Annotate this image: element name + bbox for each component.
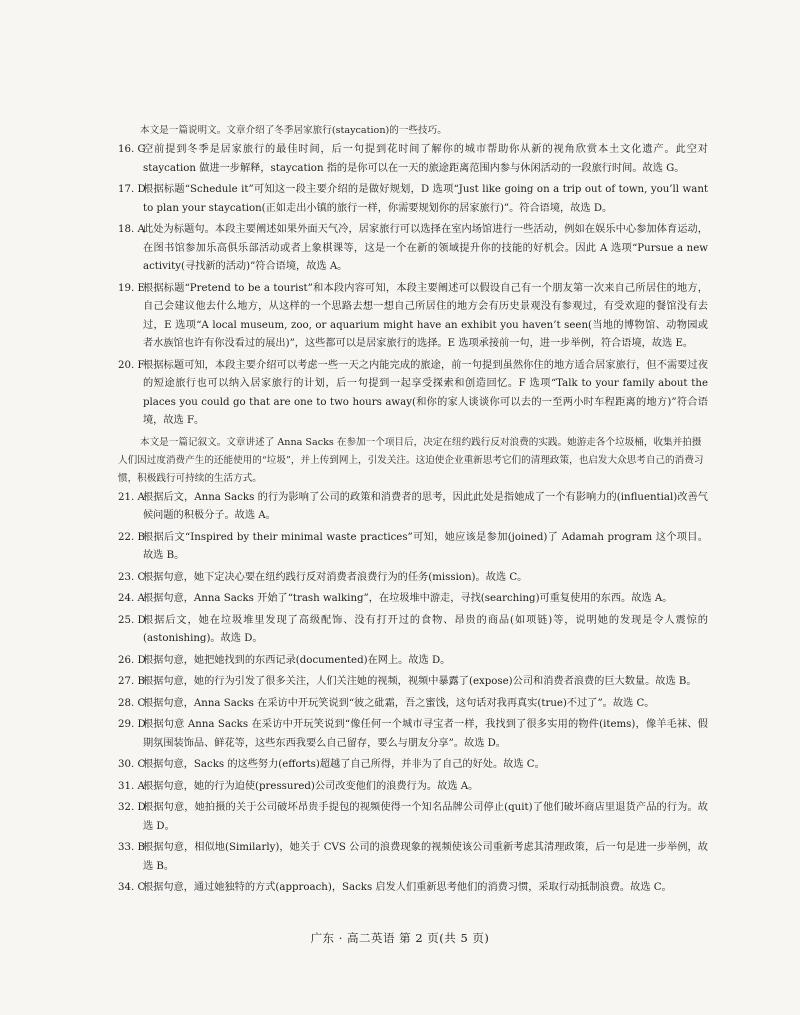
answer-number: 21. A <box>118 491 145 503</box>
answer-item-17 <box>118 181 708 218</box>
answer-explanation: 根据后文，Anna Sacks 的行为影响了公司的政策和消费者的思考，因此此处是指她成了一个有影响力的(influential)改善气候问题的积极分子。故选 A。 <box>143 491 708 521</box>
answer-item-18 <box>118 221 708 277</box>
answer-number: 22. B <box>118 531 145 543</box>
answer-number: 17. D <box>118 184 146 195</box>
answer-number: 30. C <box>118 759 146 770</box>
answer-item-22 <box>118 529 708 566</box>
answer-item-27 <box>118 673 708 692</box>
answer-explanation: 根据标题可知，本段主要介绍可以考虑一些一天之内能完成的旅途，前一句提到虽然你住的地方适合居家旅行，但不需要过夜的短途旅行也可以纳入居家旅行的计划，后一句提到一起享受探索和创造回忆。F 选项“Talk to your family about the places you could go that are one to two hours away(和你的家人谈谈你可以去的一至两小时车程距离的地方)”符合语境，故选 F。 <box>143 359 708 426</box>
answer-number: 20. F <box>118 359 145 371</box>
answer-item-29 <box>118 716 708 753</box>
answer-item-19 <box>118 280 708 354</box>
answer-explanation: 根据句意，她把她找到的东西记录(documented)在网上。故选 D。 <box>143 654 451 666</box>
answer-explanation: 根据标题“Pretend to be a tourist”和本段内容可知，本段主要阐述可以假设自己有一个朋友第一次来自己所居住的地方，自己会建议他去什么地方，从这样的一个思路去想一想自己所居住的地方会有历史景观没有参观过，有受欢迎的餐馆没有去过，E 选项“A local museum, zoo, or aquarium might have an exhibit you haven’t seen(当地的博物馆、动物园或者水族馆也许有你没看过的展出)”，这些都可以是居家旅行的选择。E 选项承接前一句，进一步举例，符合语境，故选 E。 <box>143 282 708 349</box>
answer-explanation: 根据句意 Anna Sacks 在采访中开玩笑说到“像任何一个城市寻宝者一样，我找到了很多实用的物件(items)，像羊毛袜、假期氛围装饰品、鲜花等，这些东西我要么自己留存，要么与朋友分享”。故选 D。 <box>143 719 708 749</box>
answer-number: 25. D <box>118 614 146 626</box>
answer-number: 24. A <box>118 593 145 604</box>
answer-explanation: 根据后文“Inspired by their minimal waste practices”可知，她应该是参加(joined)了 Adamah program 这个项目。故选 B。 <box>143 531 708 561</box>
answer-item-32 <box>118 799 708 836</box>
answer-item-31 <box>118 778 708 797</box>
answer-explanation: 根据后文，她在垃圾堆里发现了高级配饰、没有打开过的食物、昂贵的商品(如项链)等，说明她的发现是令人震惊的(astonishing)。故选 D。 <box>143 614 708 644</box>
passage-intro: 本文是一篇说明文。文章介绍了冬季居家旅行(staycation)的一些技巧。 <box>140 125 447 136</box>
answer-item-21 <box>118 489 708 526</box>
answer-number: 28. C <box>118 697 146 709</box>
answer-explanation: 根据句意，Sacks 的这些努力(efforts)超越了自己所得，并非为了自己的好处。故选 C。 <box>143 759 545 770</box>
passage-intro: 本文是一篇记叙文。文章讲述了 Anna Sacks 在参加一个项目后，决定在纽约践行反对浪费的实践。她游走各个垃圾桶，收集并拍摄人们因过度消费产生的还能使用的“垃圾”，并上传到网上，引发关注。这迫使企业重新思考它们的清理政策，也启发大众思考自己的消费习惯，积极践行可持续的生活方式。 <box>118 436 704 484</box>
answer-number: 32. D <box>118 802 146 813</box>
answer-explanation: 根据句意，她拍摄的关于公司破坏昂贵手提包的视频使得一个知名品牌公司停止(quit)了他们破坏商店里退货产品的行为。故选 D。 <box>143 802 708 832</box>
answer-item-28 <box>118 695 708 714</box>
answer-item-34 <box>118 879 708 898</box>
answer-item-33 <box>118 839 708 876</box>
answer-number: 31. A <box>118 780 145 792</box>
answer-item-16 <box>118 141 708 178</box>
answer-number: 26. D <box>118 654 146 666</box>
answer-explanation: 根据句意，通过她独特的方式(approach)，Sacks 启发人们重新思考他们的消费习惯，采取行动抵制浪费。故选 C。 <box>143 882 672 893</box>
answer-item-24 <box>118 590 708 609</box>
answer-number: 33. B <box>118 842 145 853</box>
answer-number: 29. D <box>118 719 146 730</box>
answer-explanation: 根据标题“Schedule it”可知这一段主要介绍的是做好规划，D 选项“Just like going on a trip out of town, you’ll want to plan your staycation(正如走出小镇的旅行一样，你需要规划你的居家旅行)”。符合语境，故选 D。 <box>143 184 708 214</box>
answer-explanation: 根据句意，相似地(Similarly)，她关于 CVS 公司的浪费现象的视频使该公司重新考虑其清理政策，后一句是进一步举例，故选 B。 <box>143 842 708 872</box>
answer-explanation: 根据句意，她的行为引发了很多关注，人们关注她的视频，视频中暴露了(expose)公司和消费者浪费的巨大数量。故选 B。 <box>143 676 697 687</box>
answer-explanation: 根据句意，她下定决心要在纽约践行反对消费者浪费行为的任务(mission)。故选 C。 <box>143 571 528 583</box>
answer-number: 34. C <box>118 882 146 893</box>
answer-number: 19. E <box>118 282 145 294</box>
answer-item-26 <box>118 652 708 671</box>
page-footer: 广东 · 高二英语 第 2 页(共 5 页) <box>310 931 490 945</box>
answer-item-25 <box>118 612 708 649</box>
answer-item-23 <box>118 569 708 588</box>
answer-explanation: 根据句意，Anna Sacks 在采访中开玩笑说到“彼之砒霜，吾之蜜饯，这句话对我再真实(true)不过了”。故选 C。 <box>143 697 655 709</box>
answer-number: 23. C <box>118 571 146 583</box>
answer-item-20 <box>118 357 708 431</box>
answer-explanation: 根据句意，她的行为迫使(pressured)公司改变他们的浪费行为。故选 A。 <box>143 780 479 792</box>
answer-number: 27. B <box>118 676 145 687</box>
answer-explanation: 此处为标题句。本段主要阐述如果外面天气冷，居家旅行可以选择在室内场馆进行一些活动，例如在娱乐中心参加体育运动，在图书馆参加乐高俱乐部活动或者上象棋课等，这是一个在新的领域提升你的技能的好机会。因此 A 选项“Pursue a new activity(寻找新的活动)”符合语境，故选 A。 <box>143 224 708 272</box>
answer-explanation: 根据句意，Anna Sacks 开始了“trash walking”，在垃圾堆中游走，寻找(searching)可重复使用的东西。故选 A。 <box>143 593 673 604</box>
answer-item-30 <box>118 756 708 775</box>
answer-number: 18. A <box>118 224 145 235</box>
answer-number: 16. G <box>118 144 146 155</box>
answer-explanation: 空前提到冬季是居家旅行的最佳时间，后一句提到花时间了解你的城市帮助你从新的视角欣赏本土文化遗产。此空对 staycation 做进一步解释，staycation 指的是你可以在一天的旅途距离范围内参与休闲活动的一段旅行时间。故选 G。 <box>143 144 708 174</box>
